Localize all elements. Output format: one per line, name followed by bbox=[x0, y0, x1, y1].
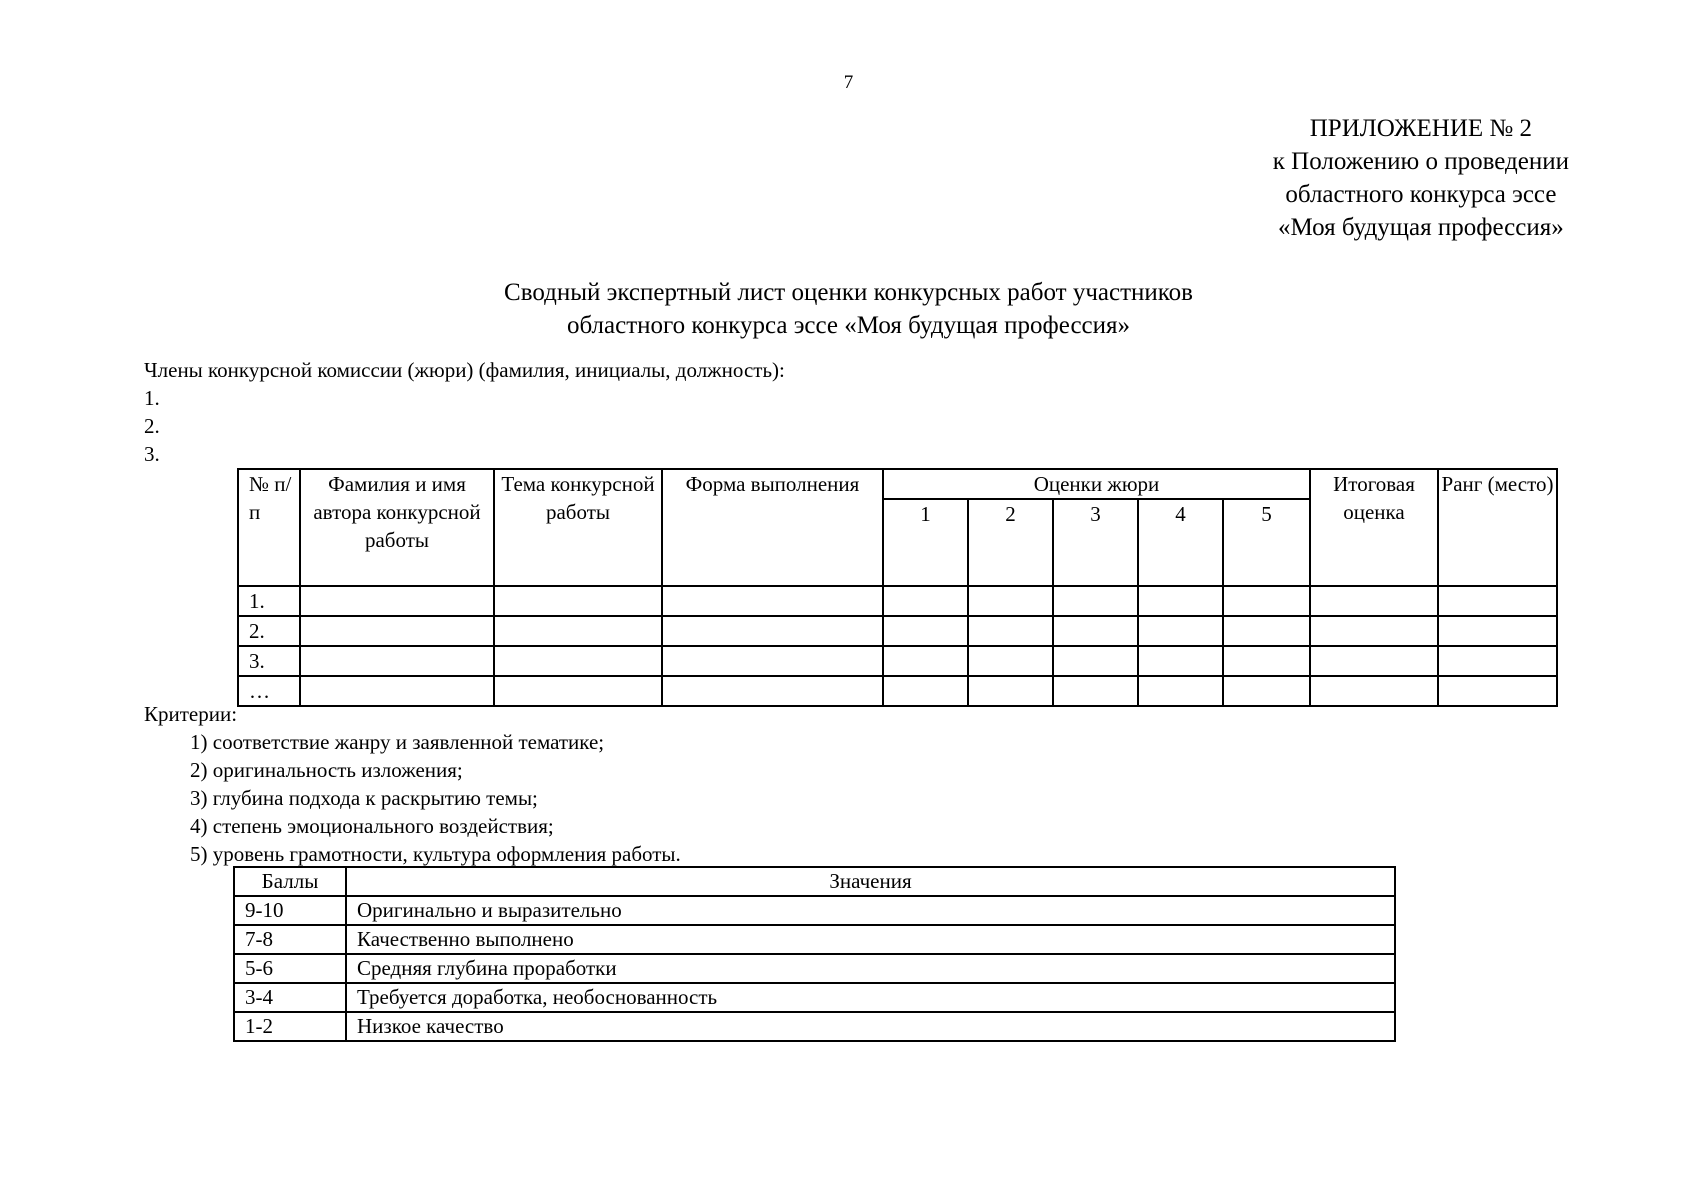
criteria-item: 4) степень эмоционального воздействия; bbox=[190, 814, 554, 838]
cell-total[interactable] bbox=[1310, 616, 1438, 646]
row-number: 1. bbox=[238, 586, 300, 616]
cell-score[interactable] bbox=[883, 616, 968, 646]
cell-score[interactable] bbox=[1223, 646, 1310, 676]
cell-score[interactable] bbox=[883, 586, 968, 616]
header-jury-2: 2 bbox=[968, 499, 1053, 586]
cell-form[interactable] bbox=[662, 676, 883, 706]
cell-score[interactable] bbox=[968, 676, 1053, 706]
header-jury-3: 3 bbox=[1053, 499, 1138, 586]
cell-score[interactable] bbox=[1223, 676, 1310, 706]
jury-member: 1. bbox=[144, 386, 160, 410]
row-number: 3. bbox=[238, 646, 300, 676]
cell-form[interactable] bbox=[662, 646, 883, 676]
criteria-section bbox=[144, 700, 681, 868]
page-number: 7 bbox=[843, 72, 854, 93]
header-topic: Тема конкурсной работы bbox=[494, 469, 662, 586]
grade-points: 1-2 bbox=[234, 1012, 346, 1041]
cell-author[interactable] bbox=[300, 646, 494, 676]
cell-score[interactable] bbox=[1138, 646, 1223, 676]
jury-section bbox=[144, 356, 785, 468]
row-number: … bbox=[238, 676, 300, 706]
cell-score[interactable] bbox=[1053, 646, 1138, 676]
grade-points: 9-10 bbox=[234, 896, 346, 925]
grade-table bbox=[233, 866, 1396, 1042]
header-jury-1: 1 bbox=[883, 499, 968, 586]
criteria-item: 2) оригинальность изложения; bbox=[190, 758, 463, 782]
cell-total[interactable] bbox=[1310, 646, 1438, 676]
grade-points: 7-8 bbox=[234, 925, 346, 954]
cell-score[interactable] bbox=[1138, 676, 1223, 706]
appendix-line: областного конкурса эссе bbox=[1285, 181, 1557, 208]
grade-meaning: Средняя глубина проработки bbox=[346, 954, 1395, 983]
table-row bbox=[234, 1012, 1395, 1041]
document-title bbox=[0, 276, 1697, 342]
cell-score[interactable] bbox=[1138, 586, 1223, 616]
header-rank: Ранг (место) bbox=[1438, 469, 1557, 586]
header-num: № п/п bbox=[238, 469, 300, 586]
cell-score[interactable] bbox=[968, 646, 1053, 676]
cell-score[interactable] bbox=[1138, 616, 1223, 646]
header-jury-5: 5 bbox=[1223, 499, 1310, 586]
cell-total[interactable] bbox=[1310, 676, 1438, 706]
criteria-item: 5) уровень грамотности, культура оформления работы. bbox=[190, 842, 681, 866]
cell-author[interactable] bbox=[300, 586, 494, 616]
header-total: Итоговая оценка bbox=[1310, 469, 1438, 586]
appendix-header bbox=[1273, 112, 1569, 244]
cell-rank[interactable] bbox=[1438, 586, 1557, 616]
appendix-line: ПРИЛОЖЕНИЕ № 2 bbox=[1309, 115, 1533, 142]
cell-total[interactable] bbox=[1310, 586, 1438, 616]
title-line-1: Сводный экспертный лист оценки конкурсных работ участников bbox=[504, 279, 1193, 306]
cell-topic[interactable] bbox=[494, 616, 662, 646]
table-row bbox=[238, 646, 1557, 676]
score-table bbox=[237, 468, 1558, 707]
table-row bbox=[238, 586, 1557, 616]
cell-score[interactable] bbox=[1053, 586, 1138, 616]
criteria-item: 3) глубина подхода к раскрытию темы; bbox=[190, 786, 538, 810]
table-row bbox=[234, 983, 1395, 1012]
cell-score[interactable] bbox=[1223, 616, 1310, 646]
grade-meaning: Оригинально и выразительно bbox=[346, 896, 1395, 925]
header-jury-4: 4 bbox=[1138, 499, 1223, 586]
cell-score[interactable] bbox=[1053, 616, 1138, 646]
cell-rank[interactable] bbox=[1438, 616, 1557, 646]
header-jury-scores: Оценки жюри bbox=[883, 469, 1310, 499]
grade-meaning: Качественно выполнено bbox=[346, 925, 1395, 954]
table-row bbox=[238, 616, 1557, 646]
header-author: Фамилия и имя автора конкурсной работы bbox=[300, 469, 494, 586]
cell-score[interactable] bbox=[883, 676, 968, 706]
jury-member: 3. bbox=[144, 442, 160, 466]
grade-points: 3-4 bbox=[234, 983, 346, 1012]
jury-heading: Члены конкурсной комиссии (жюри) (фамилия, инициалы, должность): bbox=[144, 358, 785, 382]
grade-meaning: Требуется доработка, необоснованность bbox=[346, 983, 1395, 1012]
table-row bbox=[234, 954, 1395, 983]
cell-score[interactable] bbox=[968, 616, 1053, 646]
cell-rank[interactable] bbox=[1438, 676, 1557, 706]
table-row bbox=[234, 925, 1395, 954]
cell-author[interactable] bbox=[300, 616, 494, 646]
cell-score[interactable] bbox=[968, 586, 1053, 616]
cell-score[interactable] bbox=[1223, 586, 1310, 616]
jury-member: 2. bbox=[144, 414, 160, 438]
cell-score[interactable] bbox=[1053, 676, 1138, 706]
grade-meaning: Низкое качество bbox=[346, 1012, 1395, 1041]
cell-score[interactable] bbox=[883, 646, 968, 676]
cell-topic[interactable] bbox=[494, 586, 662, 616]
cell-topic[interactable] bbox=[494, 646, 662, 676]
criteria-heading: Критерии: bbox=[144, 702, 238, 726]
header-form: Форма выполнения bbox=[662, 469, 883, 586]
appendix-line: к Положению о проведении bbox=[1272, 148, 1569, 175]
cell-form[interactable] bbox=[662, 586, 883, 616]
appendix-line: «Моя будущая профессия» bbox=[1278, 214, 1564, 241]
table-row bbox=[234, 896, 1395, 925]
cell-form[interactable] bbox=[662, 616, 883, 646]
grade-points: 5-6 bbox=[234, 954, 346, 983]
header-meaning: Значения bbox=[346, 867, 1395, 896]
title-line-2: областного конкурса эссе «Моя будущая профессия» bbox=[566, 312, 1131, 339]
cell-rank[interactable] bbox=[1438, 646, 1557, 676]
criteria-item: 1) соответствие жанру и заявленной тематике; bbox=[190, 730, 605, 754]
header-points: Баллы bbox=[234, 867, 346, 896]
row-number: 2. bbox=[238, 616, 300, 646]
